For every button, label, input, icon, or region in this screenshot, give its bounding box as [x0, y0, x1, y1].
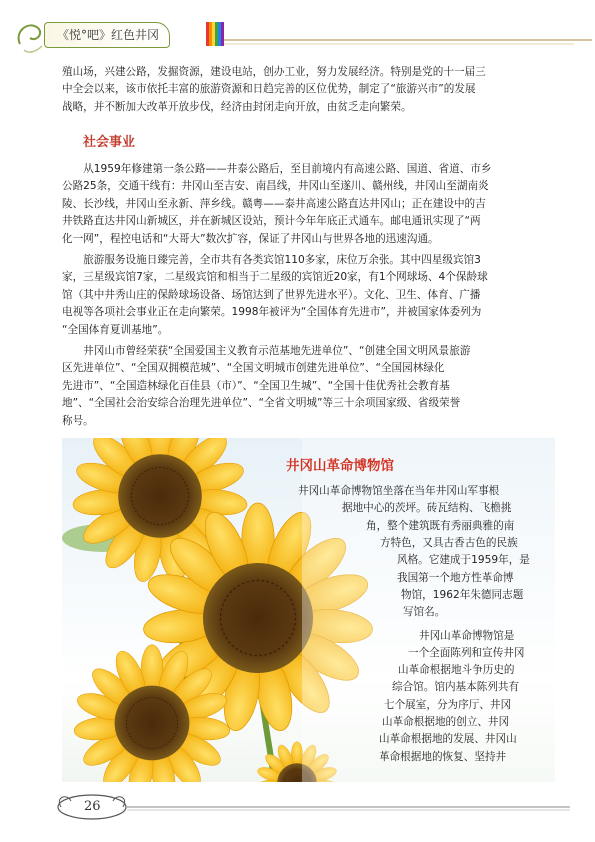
text-line: 据地中心的茨坪。砖瓦结构、飞檐挑: [342, 502, 512, 514]
text-line: 中全会以来，该市依托丰富的旅游资源和日趋完善的区位优势，制定了“旅游兴市”的发展: [62, 83, 476, 96]
page-number: 26: [84, 799, 101, 814]
header-title: 《悦°吧》红色井冈: [44, 22, 170, 48]
text-line: 我国第一个地方性革命博: [397, 572, 514, 584]
text-line: 井冈山市曾经荣获“全国爱国主义教育示范基地先进单位”、“创建全国文明风景旅游: [62, 345, 471, 357]
paragraph-honors: [62, 343, 542, 430]
text-line: 殖山场，兴建公路，发掘资源，建设电站，创办工业，努力发展经济。特别是党的十一届三: [62, 66, 486, 78]
museum-title: 井冈山革命博物馆: [286, 458, 394, 474]
section-title: 社会事业: [83, 135, 136, 150]
footer-ornament: [55, 793, 575, 823]
text-line: 井冈山革命博物馆是: [419, 630, 515, 642]
rainbow-icon: [204, 20, 226, 48]
text-line: 综合馆。馆内基本陈列共有: [392, 681, 520, 693]
text-line: 地”、“全国社会治安综合治理先进单位”、“全省文明城”等三十余项国家级、省级荣誉: [62, 397, 461, 410]
text-line: 方特色，又具古香古色的民族: [380, 537, 518, 549]
text-line: 风格。它建成于1959年，是: [397, 554, 530, 566]
text-line: 化一网”，程控电话和“大哥大”数次扩容，保证了井冈山与世界各地的迅速沟通。: [62, 232, 439, 245]
text-line: 井铁路直达井冈山新城区，并在新城区设站，预计今年年底正式通车。邮电通讯实现了“两: [62, 215, 481, 228]
text-line: 电视等各项社会事业正在走向繁荣。1998年被评为“全国体育先进市”，并被国家体委列为: [62, 306, 482, 319]
text-line: 七个展室，分为序厅、井冈: [384, 699, 512, 711]
text-line: 称号。: [62, 414, 94, 427]
text-line: “全国体育夏训基地”。: [62, 323, 169, 336]
text-line: 先进市”、“全国造林绿化百佳县（市）”、“全国卫生城”、“全国十佳优秀社会教育基: [62, 379, 450, 392]
text-line: 山革命根据地的发展、井冈山: [379, 733, 517, 745]
text-line: 山革命根据地斗争历史的: [398, 664, 515, 676]
text-line: 写馆名。: [403, 606, 446, 618]
text-line: 一个全面陈列和宣传井冈: [408, 647, 525, 659]
text-line: 公路25条，交通干线有：井冈山至吉安、南昌线，井冈山至遂川、赣州线，井冈山至湖南炎: [62, 180, 489, 193]
text-line: 从1959年修建第一条公路——井泰公路后，至目前境内有高速公路、国道、省道、市乡: [62, 163, 492, 175]
text-line: 战略，并不断加大改革开放步伐，经济由封闭走向开放，由贫乏走向繁荣。: [62, 100, 412, 113]
text-line: 角，整个建筑既有秀丽典雅的南: [366, 520, 515, 532]
text-line: 馆（其中井秀山庄的保龄球场设备、场馆达到了世界先进水平）。文化、卫生、体育、广播: [62, 288, 481, 301]
text-line: 陵、长沙线，井冈山至永新、萍乡线。赣粤——泰井高速公路直达井冈山；正在建设中的吉: [62, 197, 486, 210]
text-line: 家，三星级宾馆7家，二星级宾馆和相当于二星级的宾馆近20家，有1个网球场、4个保龄球: [62, 271, 488, 284]
paragraph-transport: [62, 161, 542, 248]
paragraph-tourism: [62, 252, 542, 339]
text-line: 井冈山革命博物馆坐落在当年井冈山军事根: [298, 485, 500, 497]
text-line: 区先进单位”、“全国双拥模范城”、“全国文明城市创建先进单位”、“全国园林绿化: [62, 362, 445, 375]
text-line: 山革命根据地的创立、井冈: [382, 716, 510, 728]
page-header: [14, 14, 580, 54]
text-line: 旅游服务设施日臻完善，全市共有各类宾馆110多家，床位万余张。其中四星级宾馆3: [62, 254, 481, 266]
intro-paragraph: [62, 64, 542, 116]
text-line: 物馆，1962年朱德同志题: [401, 589, 524, 601]
text-line: 革命根据地的恢复、坚持井: [379, 751, 507, 763]
